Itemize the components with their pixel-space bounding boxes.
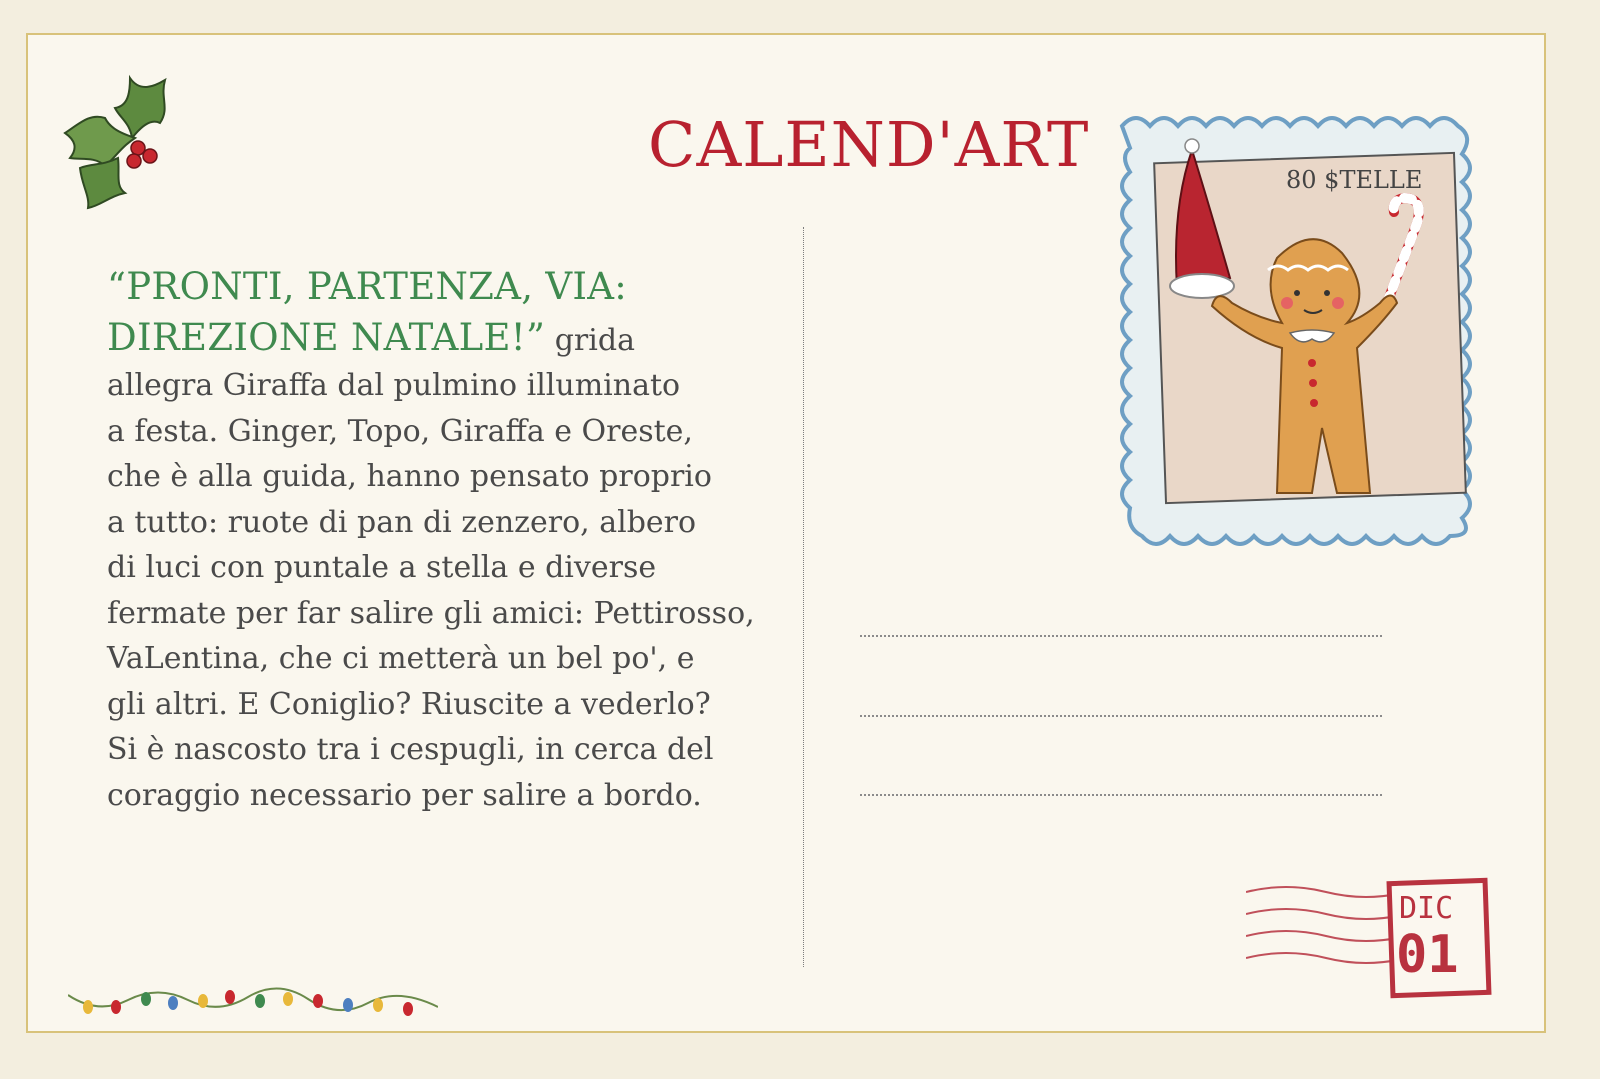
message-text bbox=[107, 262, 797, 818]
message-line: allegra Giraffa dal pulmino illuminato bbox=[107, 368, 681, 403]
message-line: che è alla guida, hanno pensato proprio bbox=[107, 459, 712, 494]
postmark bbox=[1246, 874, 1526, 1024]
address-line bbox=[860, 715, 1382, 717]
message-line: grida bbox=[554, 322, 635, 358]
message-line: gli altri. E Coniglio? Riuscite a vederlo? bbox=[107, 686, 711, 722]
holly-icon bbox=[60, 68, 180, 218]
postmark-day: 01 bbox=[1396, 925, 1459, 985]
postmark-month: DIC bbox=[1399, 891, 1454, 926]
message-line: fermate per far salire gli amici: Pettirosso, bbox=[107, 595, 755, 631]
message-line: coraggio necessario per salire a bordo. bbox=[107, 777, 702, 813]
message-line: a festa. Ginger, Topo, Giraffa e Oreste, bbox=[107, 413, 693, 449]
christmas-lights-icon bbox=[68, 985, 438, 1025]
headline: “PRONTI, PARTENZA, VIA: DIREZIONE NATALE!” bbox=[107, 265, 628, 359]
message-line: Si è nascosto tra i cespugli, in cerca del bbox=[107, 732, 714, 767]
brand-title: CALEND'ART bbox=[648, 108, 1090, 181]
postage-stamp bbox=[1112, 98, 1522, 558]
message-line: VaLentina, che ci metterà un bel po', e bbox=[107, 641, 695, 676]
address-line bbox=[860, 635, 1382, 637]
address-line bbox=[860, 794, 1382, 796]
stamp-value: 80 $TELLE bbox=[1286, 166, 1423, 194]
message-line: di luci con puntale a stella e diverse bbox=[107, 550, 657, 585]
message-line: a tutto: ruote di pan di zenzero, albero bbox=[107, 504, 697, 540]
center-divider bbox=[803, 227, 804, 967]
